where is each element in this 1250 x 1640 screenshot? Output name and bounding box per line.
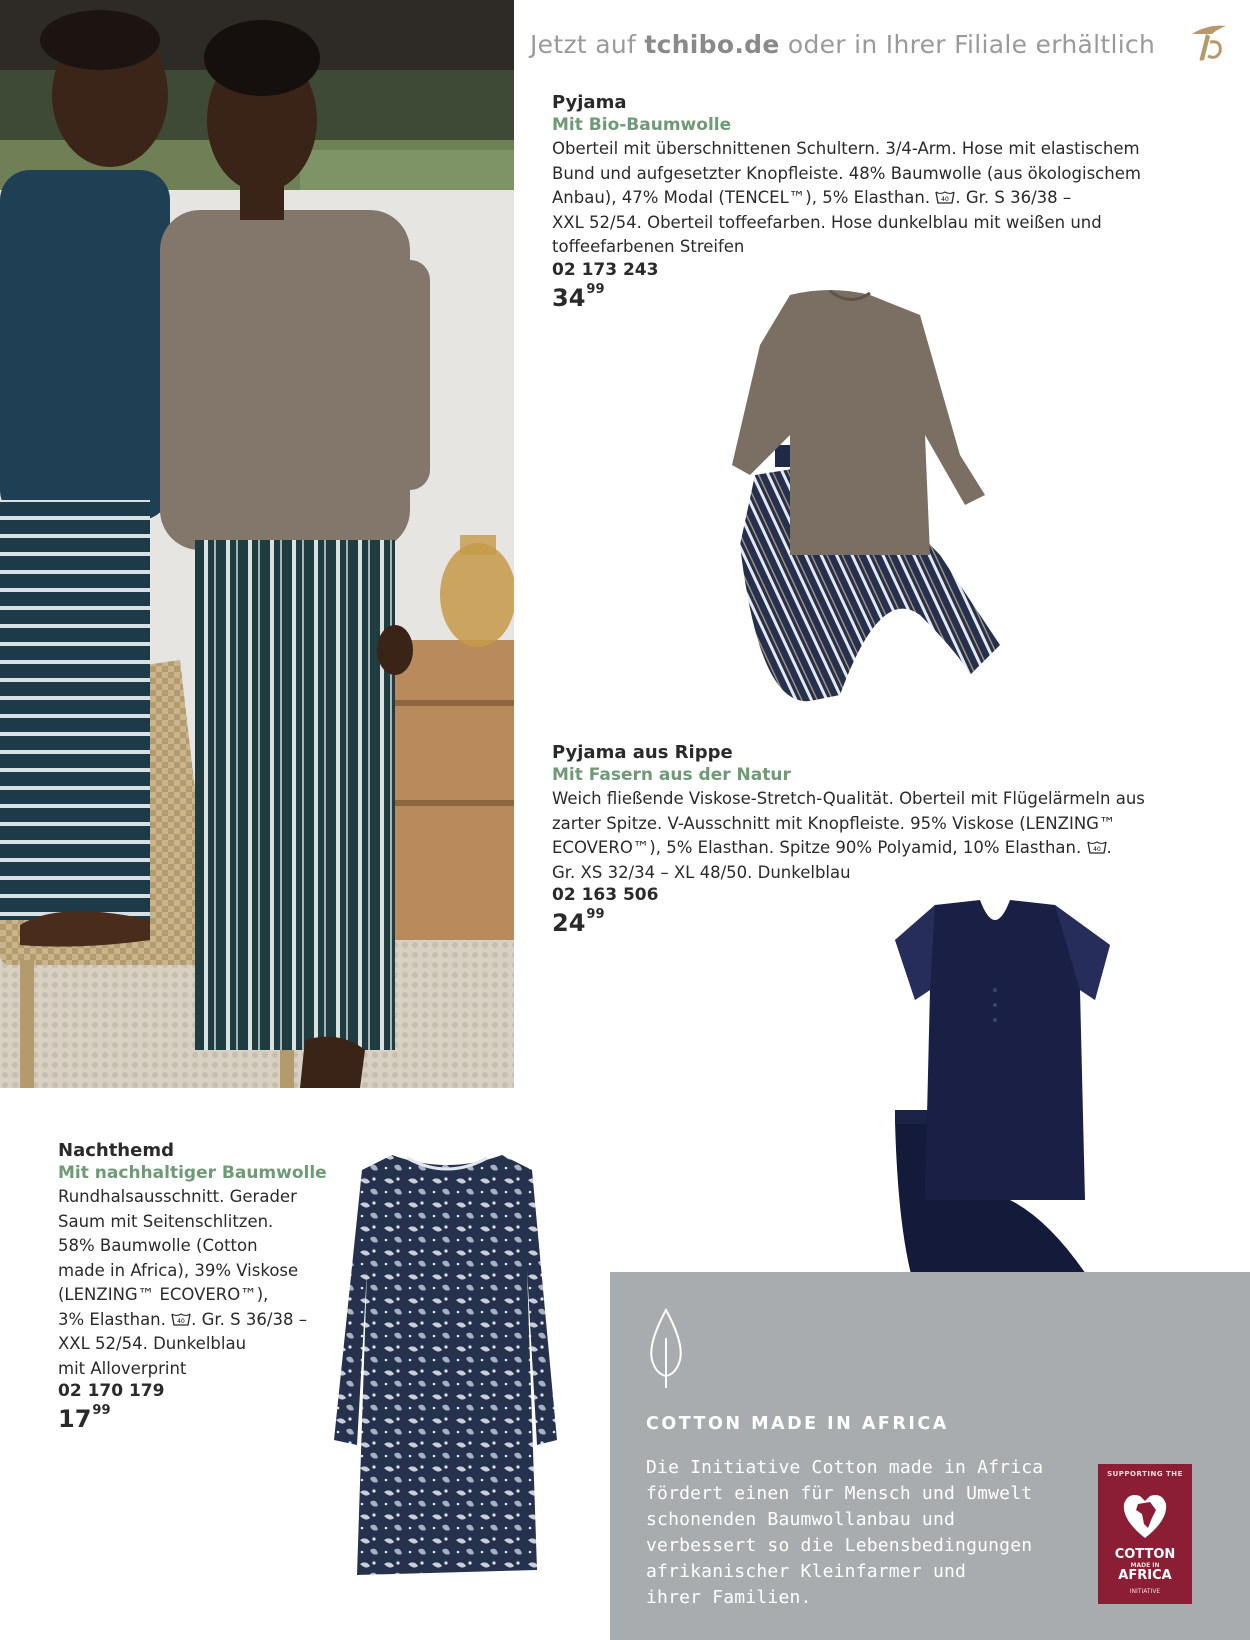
desc-line: toffeefarbenen Streifen	[552, 237, 745, 256]
product-title: Pyjama aus Rippe	[552, 742, 733, 763]
badge-top-text: SUPPORTING THE	[1107, 1470, 1183, 1478]
svg-text:40: 40	[177, 1317, 185, 1325]
cotton-made-in-africa-box	[610, 1272, 1250, 1640]
wash-40-icon	[1087, 840, 1107, 854]
article-number: 02 173 243	[552, 259, 659, 280]
cmia-text-line: Die Initiative Cotton made in Africa	[646, 1457, 1044, 1478]
availability-header	[530, 30, 1155, 59]
price-main: 24	[552, 909, 586, 937]
product-nachthemd	[58, 1140, 358, 1433]
desc-line: XXL 52/54. Oberteil toffeefarben. Hose dunkelblau mit weißen und	[552, 212, 1102, 232]
tchibo-logo-icon	[1186, 20, 1230, 64]
header-suffix: oder in Ihrer Filiale erhältlich	[787, 30, 1156, 59]
header-site-link[interactable]: tchibo.de	[644, 30, 780, 59]
badge-line: COTTON	[1114, 1547, 1176, 1562]
desc-line: mit Alloverprint	[58, 1358, 187, 1378]
desc-line: (LENZING™ ECOVERO™),	[58, 1285, 269, 1304]
desc-text: ECOVERO™), 5% Elasthan. Spitze 90% Polyamid, 10% Elasthan.	[552, 838, 1082, 857]
desc-line: Bund und aufgesetzter Knopfleiste. 48% Baumwolle (aus ökologischem	[552, 163, 1141, 183]
desc-line: Gr. XS 32/34 – XL 48/50. Dunkelblau	[552, 862, 851, 882]
price-main: 17	[58, 1405, 92, 1433]
svg-text:40: 40	[941, 196, 950, 203]
price-cents: 99	[586, 907, 605, 922]
pyjama-product-image[interactable]	[720, 285, 1020, 705]
cmia-text-line: afrikanischer Kleinfarmer und	[646, 1561, 967, 1582]
desc-line: Rundhalsausschnitt. Gerader	[58, 1187, 297, 1206]
desc-line	[552, 836, 1232, 861]
desc-line	[58, 1308, 358, 1333]
wash-40-icon	[171, 1312, 191, 1326]
cmia-text-line: ihrer Familien.	[646, 1587, 812, 1608]
desc-line: zarter Spitze. V-Ausschnitt mit Knopfleiste. 95% Viskose (LENZING™	[552, 813, 1116, 833]
wash-40-icon	[935, 190, 955, 204]
desc-text: . Gr. S 36/38 –	[955, 188, 1072, 207]
cmia-text	[646, 1455, 1076, 1611]
price-main: 34	[552, 283, 586, 312]
product-subtitle: Mit Fasern aus der Natur	[552, 765, 791, 785]
price	[58, 1405, 358, 1433]
cmia-badge	[1098, 1464, 1192, 1604]
price-cents: 99	[92, 1403, 111, 1418]
svg-text:40: 40	[1092, 846, 1101, 853]
desc-text: . Gr. S 36/38 –	[191, 1309, 307, 1329]
badge-line: AFRICA	[1118, 1568, 1172, 1583]
cmia-text-line: schonenden Baumwollanbau und	[646, 1509, 956, 1530]
desc-line: Oberteil mit überschnittenen Schultern. 3/4-Arm. Hose mit elastischem	[552, 139, 1140, 158]
badge-main-text	[1098, 1548, 1192, 1583]
product-description	[552, 787, 1232, 885]
product-title: Pyjama	[552, 92, 627, 113]
header-prefix: Jetzt auf	[530, 30, 637, 59]
badge-mid: MADE IN	[1130, 1562, 1160, 1569]
nachthemd-product-image[interactable]	[332, 1150, 562, 1580]
africa-heart-icon	[1120, 1488, 1170, 1542]
badge-bottom-text: INITIATIVE	[1129, 1588, 1161, 1595]
leaf-icon	[646, 1308, 686, 1388]
lifestyle-photo	[0, 0, 514, 1088]
price-cents: 99	[586, 281, 605, 297]
article-number: 02 170 179	[58, 1381, 165, 1401]
product-subtitle: Mit Bio-Baumwolle	[552, 115, 732, 135]
product-subtitle: Mit nachhaltiger Baumwolle	[58, 1163, 327, 1183]
cmia-text-line: fördert einen für Mensch und Umwelt	[646, 1483, 1033, 1504]
article-number: 02 163 506	[552, 885, 659, 905]
desc-line: 58% Baumwolle (Cotton	[58, 1236, 258, 1255]
product-title: Nachthemd	[58, 1140, 174, 1161]
cmia-text-line: verbessert so die Lebensbedingungen	[646, 1535, 1033, 1556]
cmia-title: COTTON MADE IN AFRICA	[646, 1414, 949, 1434]
product-description	[58, 1185, 358, 1381]
desc-line: Weich fließende Viskose-Stretch-Qualität. Oberteil mit Flügelärmeln aus	[552, 789, 1145, 808]
desc-text: Anbau), 47% Modal (TENCEL™), 5% Elasthan.	[552, 188, 931, 207]
desc-line: Saum mit Seitenschlitzen.	[58, 1211, 274, 1231]
desc-line: XXL 52/54. Dunkelblau	[58, 1334, 247, 1353]
desc-line	[552, 186, 1232, 211]
product-description	[552, 137, 1232, 260]
desc-text: .	[1106, 838, 1112, 857]
product-pyjama	[552, 92, 1232, 312]
desc-text: 3% Elasthan.	[58, 1309, 166, 1329]
desc-line: made in Africa), 39% Viskose	[58, 1260, 299, 1280]
